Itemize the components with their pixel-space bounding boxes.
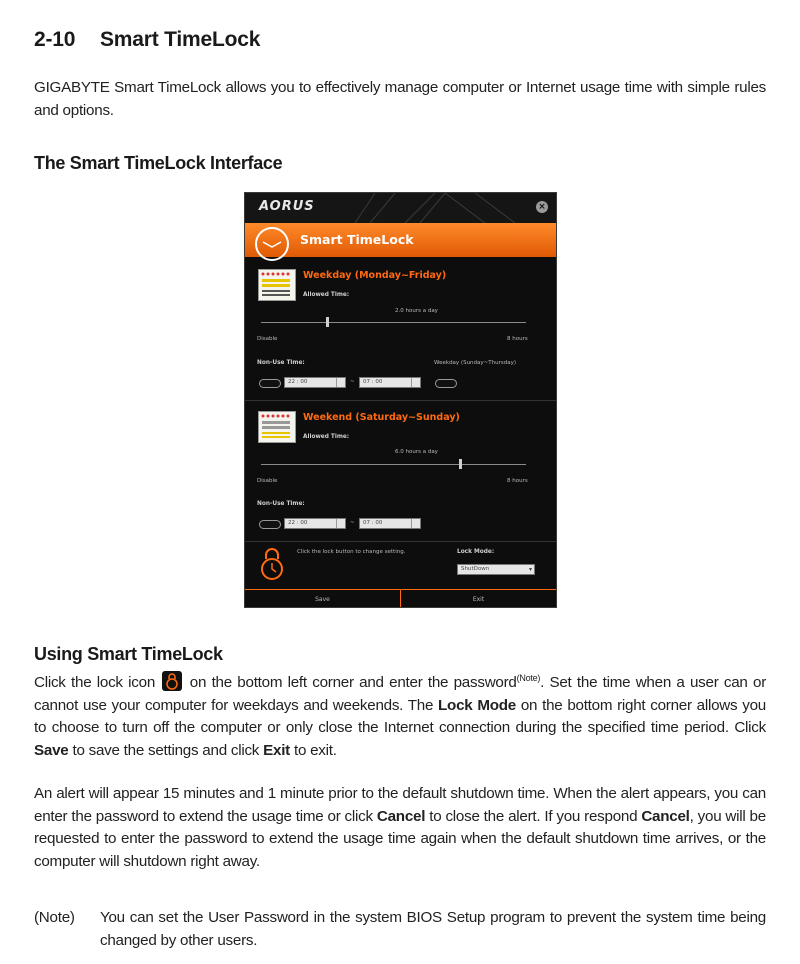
note-label: (Note) <box>34 909 75 926</box>
exit-term: Exit <box>263 741 290 759</box>
weekend-sep: ~ <box>350 520 355 526</box>
p1-text: on the bottom right corner allows you to choose to turn off the computer or only close the Internet connection during the specified time period. Click <box>34 696 766 737</box>
using-heading: Using Smart TimeLock <box>34 644 223 664</box>
weekday-allowed-label: Allowed Time: <box>303 292 350 298</box>
weekend-nonuse-toggle[interactable] <box>259 520 281 529</box>
weekday-nonuse-toggle[interactable] <box>259 379 281 388</box>
weekend-from-value: 22 : 00 <box>288 520 308 526</box>
spinner-arrows-icon[interactable] <box>336 519 345 528</box>
save-button[interactable]: Save <box>245 590 401 608</box>
clock-icon <box>255 227 289 261</box>
section-divider <box>245 541 556 542</box>
section-divider <box>245 400 556 401</box>
cancel-term: Cancel <box>376 807 426 825</box>
p1-text: to exit. <box>293 741 337 759</box>
save-term: Save <box>34 741 69 759</box>
p1-text: Click the lock icon <box>34 674 156 692</box>
weekday-allowed-value: 2.0 hours a day <box>395 308 438 314</box>
weekday-nonuse-label: Non-Use Time: <box>257 360 305 366</box>
weekday-from-input[interactable] <box>284 377 346 388</box>
smart-timelock-window <box>244 192 557 608</box>
calendar-icon <box>258 269 296 301</box>
weekend-nonuse-label: Non-Use Time: <box>257 501 305 507</box>
weekend-from-input[interactable] <box>284 518 346 529</box>
weekend-slider-track[interactable] <box>261 464 526 465</box>
lock-mode-term: Lock Mode <box>438 696 516 714</box>
spinner-arrows-icon[interactable] <box>411 378 420 387</box>
lock-mode-value: ShutDown <box>461 566 490 572</box>
section-title: Smart TimeLock <box>100 28 261 51</box>
note-text: You can set the User Password in the system BIOS Setup program to prevent the system time being changed by other users. <box>100 909 766 949</box>
weekend-max-label: 8 hours <box>507 478 528 484</box>
weekend-to-input[interactable] <box>359 518 421 529</box>
weekend-slider-thumb[interactable] <box>459 459 462 469</box>
weekday-from-value: 22 : 00 <box>288 379 308 385</box>
cancel-term: Cancel <box>641 807 690 825</box>
footer <box>245 589 556 608</box>
p2-text: to close the alert. If you respond <box>429 807 638 825</box>
p1-text: . Set the time when a user can or cannot use your computer for weekdays and weekends. The <box>34 674 767 714</box>
lock-icon <box>257 547 287 581</box>
weekend-allowed-value: 6.0 hours a day <box>395 449 438 455</box>
weekday-to-value: 07 : 00 <box>363 379 383 385</box>
weekday-range-toggle[interactable] <box>435 379 457 388</box>
using-paragraph-2 <box>34 783 766 873</box>
app-header <box>245 223 556 257</box>
weekday-max-label: 8 hours <box>507 336 528 342</box>
exit-button[interactable]: Exit <box>472 596 485 603</box>
weekend-to-value: 07 : 00 <box>363 520 383 526</box>
weekday-min-label: Disable <box>257 336 278 342</box>
spinner-arrows-icon[interactable] <box>411 519 420 528</box>
section-number: 2-10 <box>34 28 76 51</box>
weekday-to-input[interactable] <box>359 377 421 388</box>
weekday-slider-track[interactable] <box>261 322 526 323</box>
weekday-slider-thumb[interactable] <box>326 317 329 327</box>
weekend-title: Weekend (Saturday~Sunday) <box>303 412 460 423</box>
note-ref: (Note) <box>516 673 541 683</box>
weekend-min-label: Disable <box>257 478 278 484</box>
lock-icon <box>162 671 182 691</box>
titlebar <box>245 193 556 223</box>
p1-text: to save the settings and click <box>72 741 260 759</box>
chevron-down-icon: ▾ <box>528 566 532 573</box>
close-button[interactable]: × <box>536 201 548 213</box>
p2-text: An alert will appear 15 minutes and 1 minute prior to the default shutdown time. When the alert appears, you can enter the password to extend the usage time or click <box>34 785 766 825</box>
weekday-title: Weekday (Monday~Friday) <box>303 270 447 281</box>
lock-mode-label: Lock Mode: <box>457 549 495 555</box>
aorus-logo: AORUS <box>259 199 315 214</box>
spinner-arrows-icon[interactable] <box>336 378 345 387</box>
lock-button[interactable] <box>257 547 287 581</box>
weekday-range-label: Weekday (Sunday~Thursday) <box>434 360 516 366</box>
lock-hint: Click the lock button to change setting. <box>297 549 406 555</box>
using-paragraph-1 <box>34 667 766 762</box>
p1-text: on the bottom left corner and enter the password <box>189 674 517 692</box>
lock-mode-select[interactable] <box>457 564 535 575</box>
app-title: Smart TimeLock <box>300 232 414 247</box>
weekend-allowed-label: Allowed Time: <box>303 434 350 440</box>
calendar-icon <box>258 411 296 443</box>
section-heading <box>34 28 260 52</box>
intro-paragraph: GIGABYTE Smart TimeLock allows you to effectively manage computer or Internet usage time with simple rules and options. <box>34 79 766 119</box>
interface-heading: The Smart TimeLock Interface <box>34 153 283 173</box>
weekday-sep: ~ <box>350 379 355 385</box>
p2-text: , you will be requested to enter the password to extend the usage time again when the default shutdown time arrives, or the computer will shutdown right away. <box>34 807 766 870</box>
